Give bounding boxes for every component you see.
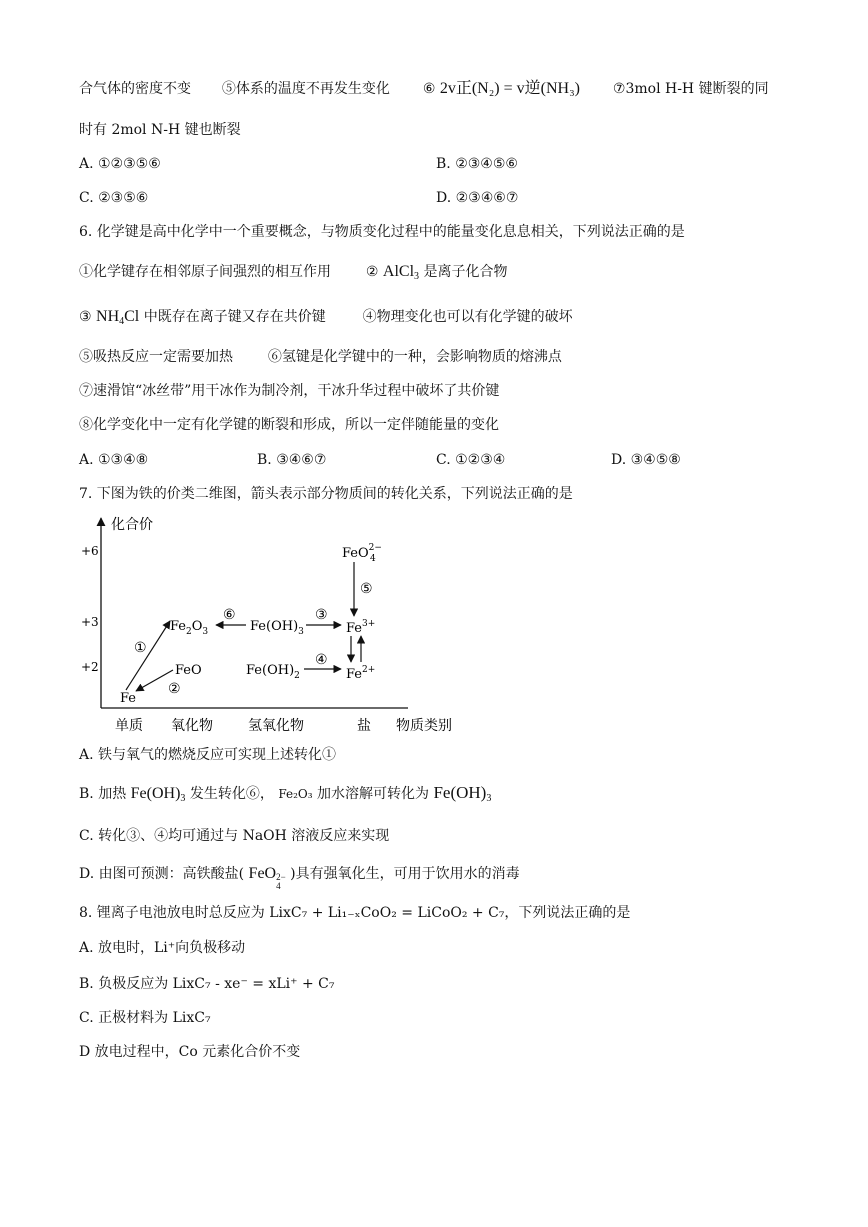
q7-option-b-text-3: 加水溶解可转化为 <box>317 786 430 802</box>
q7-option-b-formula-2: Fe₂O₃ <box>278 787 313 801</box>
species-feoh3: $Fe(OH)_3$ <box>250 619 304 637</box>
x-axis-title: 物质类别 <box>396 718 452 734</box>
q7-option-b-text-1: B. 加热 <box>79 786 127 802</box>
q6-alcl3 <box>383 263 419 280</box>
q8-stem: 8. 锂离子电池放电时总反应为 LixC₇ + Li₁₋ₓCoO₂ = LiCoO₂ + C₇，下列说法正确的是 <box>79 905 631 921</box>
q7-option-a: A. 铁与氧气的燃烧反应可实现上述转化① <box>79 747 337 763</box>
species-fe3: $Fe^{3+}$ <box>346 619 376 636</box>
marker-3: ③ <box>315 607 328 623</box>
q7-option-b-formula-1 <box>131 785 186 802</box>
species-feoh2: $Fe(OH)_2$ <box>246 663 300 681</box>
q5-item6-formula: 2v正(N₂) = v逆(NH₃) <box>439 80 580 97</box>
q6-stem: 6. 化学键是高中化学中一个重要概念，与物质变化过程中的能量变化息息相关，下列说法正确的是 <box>79 224 685 240</box>
q6-statement-6: ⑥氢键是化学键中的一种，会影响物质的熔沸点 <box>267 349 562 365</box>
q7-option-d <box>79 864 520 891</box>
q7-option-d-text-2: )具有强氧化生，可用于饮用水的消毒 <box>290 866 520 882</box>
x-cat-oxide: 氧化物 <box>171 718 213 734</box>
q6-nh4cl-b: Cl <box>124 308 140 325</box>
q6-option-d: D. ③④⑤⑧ <box>611 452 681 468</box>
q6-row-3 <box>79 347 562 367</box>
q5-item5: ⑤体系的温度不再发生变化 <box>221 81 390 97</box>
q6-row-1 <box>79 262 508 287</box>
x-cat-hydroxide: 氢氧化物 <box>248 718 304 734</box>
species-fe2: $Fe^{2+}$ <box>346 665 376 682</box>
q6-nh4cl-a: NH <box>96 308 120 325</box>
q5-option-c: C. ②③⑤⑥ <box>79 190 149 206</box>
q7-option-b-formula-1-sub: 3 <box>180 793 186 804</box>
q6-alcl3-sub: 3 <box>414 271 420 282</box>
q5-item7: ⑦3mol H-H 键断裂的同 <box>612 81 769 97</box>
q7-option-b-text-2: 发生转化⑥， <box>189 786 274 802</box>
q6-statement-5: ⑤吸热反应一定需要加热 <box>79 349 233 365</box>
q6-statement-3-marker: ③ <box>79 309 92 325</box>
q6-statement-2-marker: ② <box>365 264 379 280</box>
marker-2: ② <box>168 681 181 697</box>
q5-cont-a: 合气体的密度不变 <box>79 81 191 97</box>
iron-valence-diagram <box>76 512 476 740</box>
q7-option-d-text-1: D. 由图可预测：高铁酸盐( <box>79 866 245 882</box>
q5-item6-marker: ⑥ <box>422 81 436 97</box>
q6-nh4cl <box>96 308 139 325</box>
q6-statement-2-text: 是离子化合物 <box>423 264 508 280</box>
q7-option-b-formula-3 <box>433 783 491 802</box>
species-fe: Fe <box>120 691 137 706</box>
q6-alcl3-base: AlCl <box>382 263 415 280</box>
arrow-1 <box>126 621 170 690</box>
q8-option-d: D 放电过程中，Co 元素化合价不变 <box>79 1044 301 1060</box>
q6-statement-7: ⑦速滑馆“冰丝带”用干冰作为制冷剂，干冰升华过程中破坏了共价键 <box>79 383 500 399</box>
q8-option-a: A. 放电时，Li⁺向负极移动 <box>79 940 246 956</box>
q7-option-c: C. 转化③、④均可通过与 NaOH 溶液反应来实现 <box>79 828 390 844</box>
x-cat-elemental: 单质 <box>115 718 143 734</box>
marker-6: ⑥ <box>223 607 236 623</box>
q6-statement-3-text: 中既存在离子键又存在共价键 <box>143 309 326 325</box>
q7-stem: 7. 下图为铁的价类二维图，箭头表示部分物质间的转化关系，下列说法正确的是 <box>79 486 573 502</box>
q6-statement-1: ①化学键存在相邻原子间强烈的相互作用 <box>79 264 331 280</box>
q8-option-c: C. 正极材料为 LixC₇ <box>79 1010 211 1026</box>
q7-option-d-formula-sub: 4 <box>276 881 281 891</box>
q6-nh4cl-sub: 4 <box>119 316 125 327</box>
q5-option-d: D. ②③④⑥⑦ <box>436 190 519 206</box>
x-cat-salt: 盐 <box>357 718 371 734</box>
q7-option-d-formula <box>248 865 286 891</box>
q6-statement-8: ⑧化学变化中一定有化学键的断裂和形成，所以一定伴随能量的变化 <box>79 417 499 433</box>
q5-option-a: A. ①②③⑤⑥ <box>79 156 161 172</box>
marker-1: ① <box>134 640 147 656</box>
q5-cont-b: 时有 2mol N-H 键也断裂 <box>79 122 241 138</box>
y-tick-plus2: +2 <box>81 660 99 674</box>
y-tick-plus6: +6 <box>81 544 99 558</box>
q5-option-b: B. ②③④⑤⑥ <box>436 156 518 172</box>
q7-option-b-formula-1-base: Fe(OH) <box>130 785 181 802</box>
q6-option-a: A. ①③④⑧ <box>79 452 149 468</box>
q6-option-b: B. ③④⑥⑦ <box>257 452 327 468</box>
q5-continuation <box>79 79 769 99</box>
q8-option-b: B. 负极反应为 LixC₇ - xe⁻ = xLi⁺ + C₇ <box>79 976 335 992</box>
species-feo: FeO <box>175 663 202 678</box>
q7-option-d-formula-base: FeO <box>248 865 277 882</box>
q7-option-b <box>79 783 491 809</box>
q6-statement-4: ④物理变化也可以有化学键的破坏 <box>362 309 573 325</box>
q7-option-b-formula-3-base: Fe(OH) <box>433 783 487 802</box>
q6-option-c: C. ①②③④ <box>436 452 506 468</box>
q7-option-d-formula-sup: 2− <box>276 872 286 882</box>
marker-4: ④ <box>315 652 328 668</box>
species-feo4: FeO$^{2-}$ 4 <box>342 543 382 564</box>
q7-option-b-formula-3-sub: 3 <box>486 793 492 804</box>
q6-row-2 <box>79 307 573 332</box>
species-fe2o3: $Fe_2O_3$ <box>170 619 209 637</box>
marker-5: ⑤ <box>360 581 373 597</box>
y-tick-plus3: +3 <box>81 615 99 629</box>
y-axis-title: 化合价 <box>111 517 153 533</box>
